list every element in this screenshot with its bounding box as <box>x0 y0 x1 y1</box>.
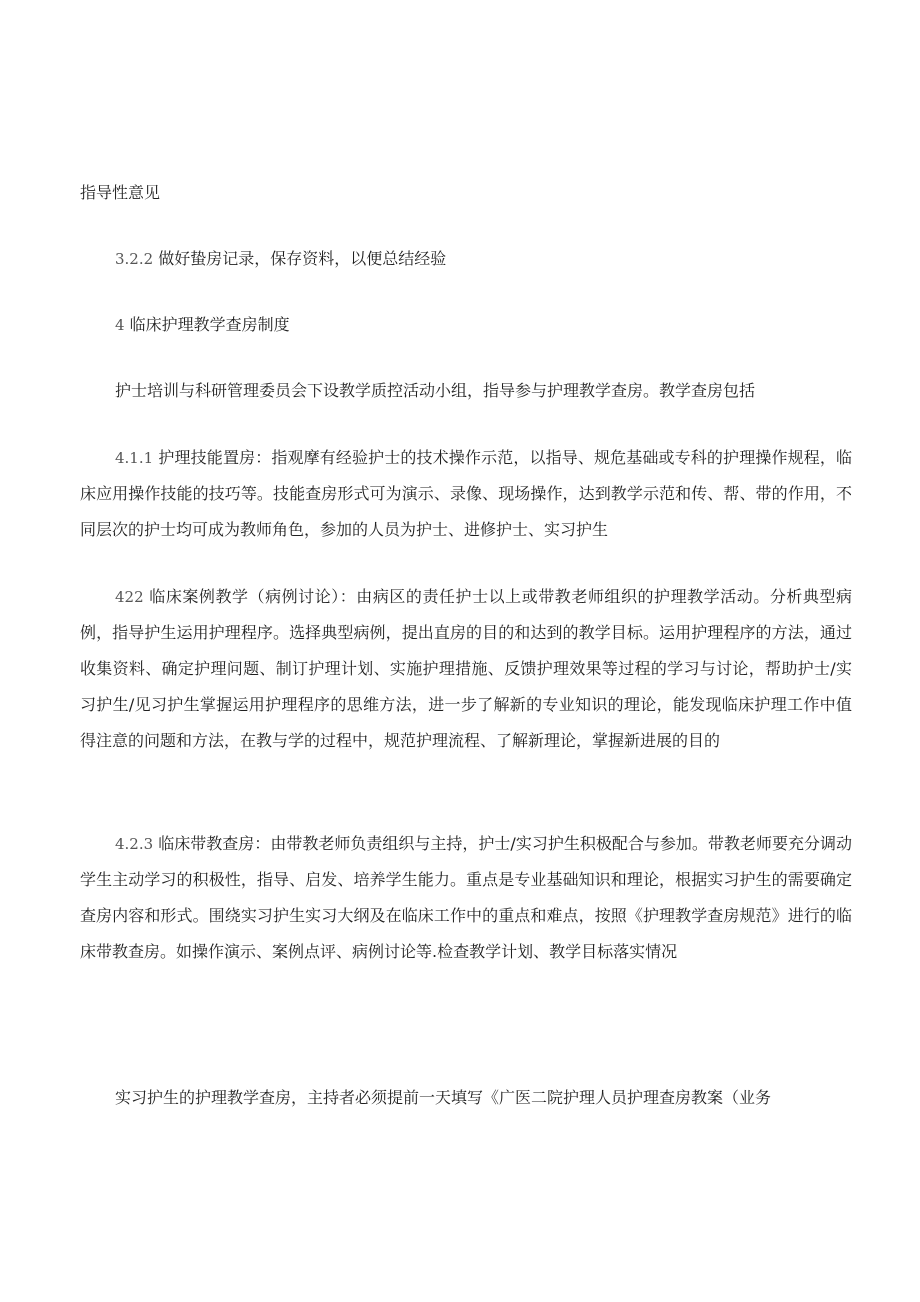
paragraph-text: 指导性意见 <box>80 183 161 202</box>
paragraph-text: 护理技能置房：指观摩有经验护士的技术操作示范，以指导、规危基础或专科的护理操作规程，临床应用操作技能的技巧等。技能查房形式可为演示、录像、现场操作，达到教学示范和传、帮、带的作用，不同层次的护士均可成为教师角色，参加的人员为护士、进修护士、实习护生 <box>80 448 852 539</box>
section-number: 4.1.1 <box>115 449 154 467</box>
section-number: 4.2.3 <box>115 835 154 853</box>
paragraph-text: 临床带教查房：由带教老师负责组织与主持，护士/实习护生积极配合与参加。带教老师要充分调动学生主动学习的积极性，指导、启发、培养学生能力。重点是专业基础知识和理论，根据实习护生的需要确定查房内容和形式。围绕实习护生实习大纲及在临床工作中的重点和难点，按照《护理教学查房规范》进行的临床带教查房。如操作演示、案例点评、病例讨论等.检查教学计划、教学目标落实情况 <box>80 834 852 961</box>
section-heading-text: 临床护理教学查房制度 <box>129 315 290 334</box>
paragraph-teaching-rounds <box>80 1080 852 1116</box>
paragraph-text: 临床案例教学（病例讨论）：由病区的责任护士以上或带教老师组织的护理教学活动。分析典型病例，指导护生运用护理程序。选择典型病例，提出直房的目的和达到的教学目标。运用护理程序的方法，通过收集资料、确定护理问题、制订护理计划、实施护理措施、反馈护理效果等过程的学习与讨论，帮助护士/实习护生/见习护生掌握运用护理程序的思维方法，进一步了解新的专业知识的理论，能发现临床护理工作中值得注意的问题和方法，在教与学的过程中，规范护理流程、了解新理论，掌握新进展的目的 <box>80 587 852 750</box>
paragraph-text: 做好蛰房记录，保存资料，以便总结经验 <box>158 249 447 268</box>
paragraph-text: 实习护生的护理教学查房，主持者必须提前一天填写《广医二院护理人员护理查房教案（业务 <box>115 1088 772 1107</box>
paragraph-intro <box>80 373 852 409</box>
paragraph-4-1-1 <box>80 440 852 548</box>
paragraph-4-2-2 <box>80 579 852 759</box>
paragraph-guidance <box>80 175 852 211</box>
paragraph-4-2-3 <box>80 826 852 970</box>
section-number: 3.2.2 <box>115 250 154 268</box>
heading-section-4 <box>80 307 852 343</box>
section-number: 4 <box>115 316 125 334</box>
paragraph-text: 护士培训与科研管理委员会下设教学质控活动小组，指导参与护理教学查房。教学查房包括 <box>115 381 756 400</box>
paragraph-3-2-2 <box>80 241 852 277</box>
section-number: 422 <box>115 588 144 606</box>
